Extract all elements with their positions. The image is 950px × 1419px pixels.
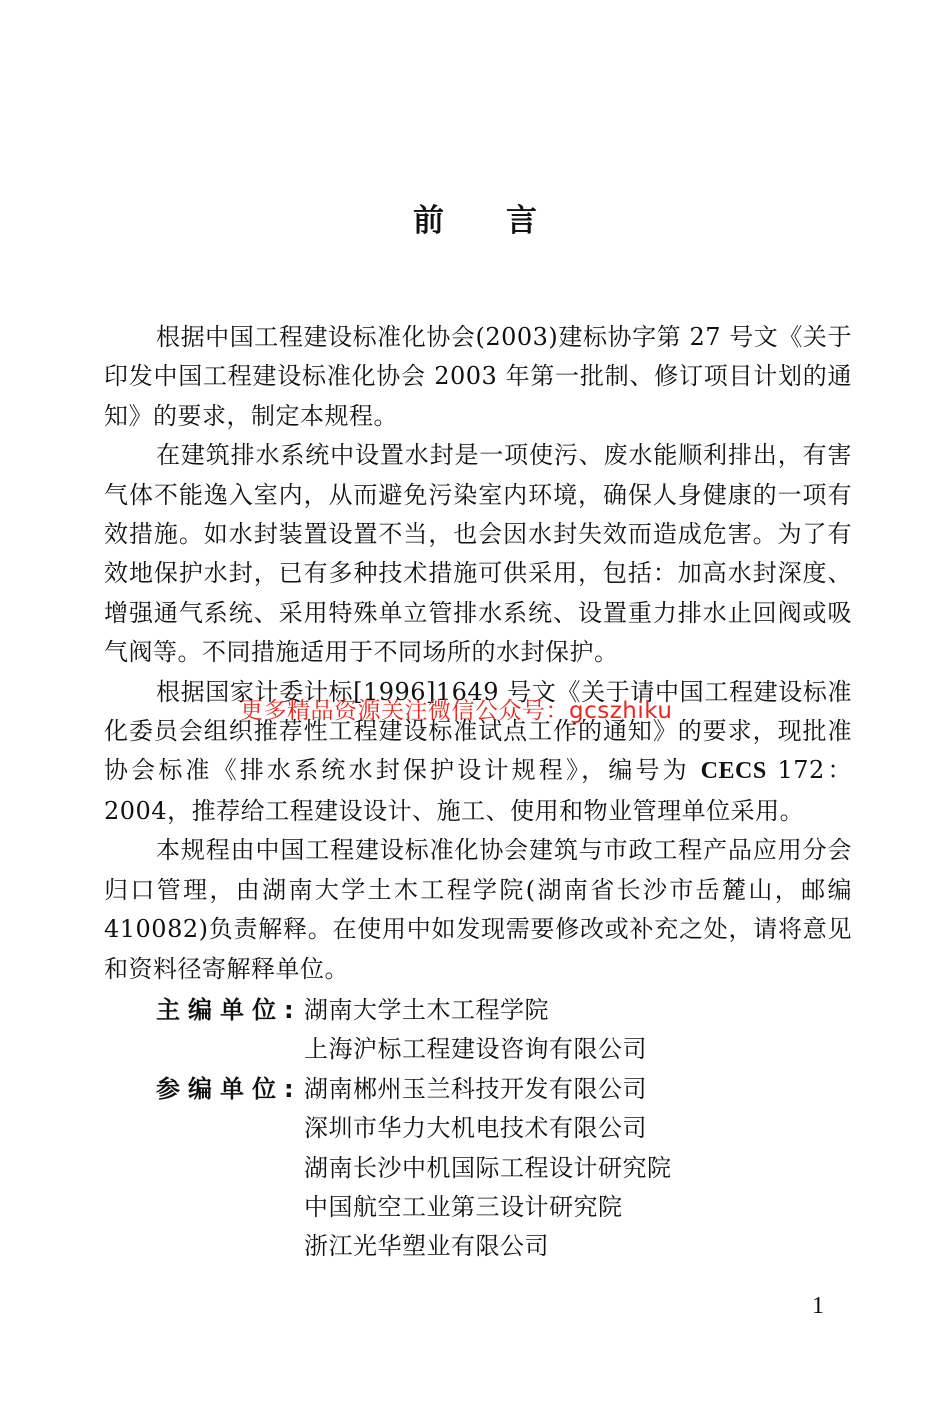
preface-body (104, 318, 852, 1267)
paragraph-4: 本规程由中国工程建设标准化协会建筑与市政工程产品应用分会归口管理，由湖南大学土木工程学院(湖南省长沙市岳麓山，邮编 410082)负责解释。在使用中如发现需要修改或补充之处，请将意见和资料径寄解释单位。 (104, 836, 852, 983)
unit-item: 中国航空工业第三设计研究院 (304, 1192, 623, 1221)
editing-units (104, 991, 852, 1267)
participating-label: 参编单位: (156, 1074, 294, 1103)
chief-editor-label: 主编单位: (156, 995, 294, 1024)
unit-item: 深圳市华力大机电技术有限公司 (304, 1114, 647, 1143)
unit-item: 湖南长沙中机国际工程设计研究院 (304, 1153, 672, 1182)
paragraph-3-text-end: 172：2004，推荐给工程建设设计、施工、使用和物业管理单位采用。 (104, 756, 852, 825)
page-title: 前言 (413, 203, 599, 239)
watermark-text: 更多精品资源关注微信公众号：gcszhiku (240, 698, 673, 724)
unit-item: 湖南大学土木工程学院 (304, 995, 549, 1024)
page-number: 1 (812, 1293, 824, 1319)
paragraph-3-text: 根据国家计委计标[1996]1649 号文《关于请中国工程建设标准化委员会组织推荐性工程建设标准试点工作的通知》的要求，现批准协会标准《排水系统水封保护设计规程》，编号为 (104, 677, 852, 785)
unit-item: 上海沪标工程建设咨询有限公司 (304, 1035, 647, 1064)
chief-editor-list (304, 991, 647, 1070)
participating-list (304, 1070, 672, 1267)
paragraph-2: 在建筑排水系统中设置水封是一项使污、废水能顺利排出，有害气体不能逸入室内，从而避免污染室内环境，确保人身健康的一项有效措施。如水封装置设置不当，也会因水封失效而造成危害。为了有效地保护水封，已有多种技术措施可供采用，包括：加高水封深度、增强通气系统、采用特殊单立管排水系统、设置重力排水止回阀或吸气阀等。不同措施适用于不同场所的水封保护。 (104, 441, 852, 667)
standard-code: CECS (700, 758, 767, 785)
chief-editor-units (104, 991, 852, 1070)
participating-units (104, 1070, 852, 1267)
paragraph-1: 根据中国工程建设标准化协会(2003)建标协字第 27 号文《关于印发中国工程建设标准化协会 2003 年第一批制、修订项目计划的通知》的要求，制定本规程。 (104, 323, 852, 430)
unit-item: 浙江光华塑业有限公司 (304, 1232, 549, 1261)
unit-item: 湖南郴州玉兰科技开发有限公司 (304, 1074, 647, 1103)
